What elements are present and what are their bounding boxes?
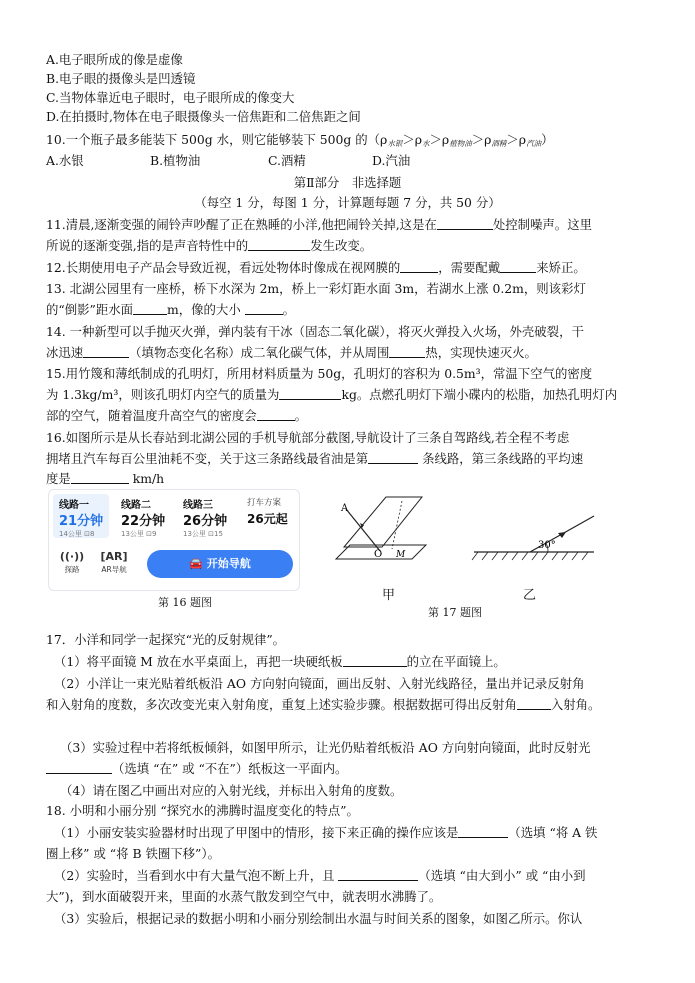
label-a: A: [341, 503, 349, 514]
option-a: A.水银: [46, 153, 84, 168]
figure-17-yi-diagram: [470, 508, 600, 562]
route-option-3[interactable]: 线路三 26分钟 13公里 ⊡15: [183, 500, 228, 538]
question-17-part2: （2）小洋让一束光贴着纸板沿 AO 方向射向镜面，画出反射、入射光线路径，量出并记录反射角: [54, 676, 585, 691]
question-17-part2-cont: 和入射角的度数，多次改变光束入射角度，重复上述实验步骤。根据数据可得出反射角 入射角。: [46, 697, 601, 712]
question-11: 11.清晨,逐渐变强的闹铃声吵醒了正在熟睡的小洋,他把闹铃关掉,这是在 处控制噪声。这里: [46, 217, 592, 232]
ar-nav-button[interactable]: [AR] AR导航: [97, 550, 131, 575]
question-18-part1: （1）小丽安装实验器材时出现了甲图中的情形，接下来正确的操作应该是 （选填 “将 A 铁: [54, 825, 598, 840]
question-18-part2: （2）实验时，当看到水中有大量气泡不断上升，且 （选填 “由大到小” 或 “由小到: [54, 868, 586, 883]
start-navigation-button[interactable]: 🚘 开始导航: [147, 550, 293, 578]
question-17-part1: （1）将平面镜 M 放在水平桌面上，再把一块硬纸板 的立在平面镜上。: [54, 654, 506, 669]
label-m: M: [396, 550, 406, 560]
navigation-screenshot: [48, 489, 300, 591]
question-18-part3: （3）实验后，根据记录的数据小明和小丽分别绘制出水温与时间关系的图象，如图乙所示。你认: [54, 911, 583, 926]
answer-blank[interactable]: [71, 471, 129, 484]
figure-17-caption: 第 17 题图: [428, 606, 482, 619]
question-17: 17．小洋和同学一起探究“光的反射规律”。: [46, 632, 286, 647]
answer-blank[interactable]: [133, 302, 167, 315]
answer-blank[interactable]: [257, 408, 295, 421]
question-10: 10.一个瓶子最多能装下 500g 水，则它能够装下 500g 的$(\rho_{水银}>\rho_水>\rho_{植物油}>\rho_{酒精}>\rho_{汽油})$: [46, 132, 554, 148]
taxi-option[interactable]: 打车方案 26元起: [247, 498, 288, 526]
normal-line: [392, 501, 402, 549]
question-12: 12.长期使用电子产品会导致近视，看远处物体时像成在视网膜的 ，需要配戴 来矫正。: [46, 260, 586, 275]
mirror-hatching: [472, 552, 588, 560]
figure-17-jia-diagram: [330, 493, 430, 573]
question-17-part3: （3）实验过程中若将纸板倾斜，如图甲所示，让光仍贴着纸板沿 AO 方向射向镜面，此时反射光: [60, 740, 591, 755]
route-option-1[interactable]: 线路一 21分钟 14公里 ⊡8: [53, 494, 109, 538]
answer-blank[interactable]: [83, 345, 129, 358]
route-option-2[interactable]: 线路二 22分钟 13公里 ⊡9: [121, 500, 166, 538]
explore-button[interactable]: ((·)) 探路: [55, 550, 89, 575]
question-17-part3-cont: （选填 “在” 或 “不在”）纸板这一平面内。: [46, 759, 347, 778]
question-14: 14. 一种新型可以手抛灭火弹，弹内装有干冰（固态二氧化碳），将灭火弹投入火场，外壳破裂，干: [46, 324, 584, 339]
angle-label: 30°: [538, 540, 556, 551]
option-a-line: A.电子眼所成的像是虚像: [46, 52, 183, 67]
question-18: 18. 小明和小丽分别 “探究水的沸腾时温度变化的特点”。: [46, 803, 359, 818]
option-b: B.植物油: [150, 153, 201, 168]
section-scoring-note: （每空 1 分，每图 1 分，计算题每题 7 分，共 50 分）: [194, 195, 501, 210]
option-d: D.汽油: [372, 153, 411, 168]
answer-blank[interactable]: [338, 868, 418, 881]
question-15-cont: 为 1.3kg/m³，则该孔明灯内空气的质量为 kg。点燃孔明灯下端小碟内的松脂，加热孔明灯内: [46, 387, 618, 402]
option-c: C.酒精: [268, 153, 306, 168]
signal-icon: ((·)): [59, 550, 85, 563]
answer-blank[interactable]: [517, 697, 551, 710]
question-15-cont2: 部的空气，随着温度升高空气的密度会 。: [46, 408, 308, 423]
question-18-part1-cont: 圈上移” 或 “将 B 铁圈下移”）。: [46, 846, 220, 861]
question-16-cont2: 度是 km/h: [46, 471, 165, 486]
figure-yi-label: 乙: [523, 588, 537, 603]
car-icon: 🚘: [189, 557, 207, 570]
question-18-part2-cont: 大”)，到水面破裂开来，里面的水蒸气散发到空气中，就表明水沸腾了。: [46, 889, 442, 904]
answer-blank[interactable]: [500, 260, 536, 273]
question-10-options: [46, 151, 410, 170]
answer-blank[interactable]: [245, 302, 283, 315]
figure-16-caption: 第 16 题图: [158, 596, 212, 609]
question-13-cont: 的“倒影”距水面 m，像的大小 。: [46, 302, 296, 317]
option-d-line: D.在拍摄时,物体在电子眼摄像头一倍焦距和二倍焦距之间: [46, 109, 361, 124]
answer-blank[interactable]: [368, 451, 418, 464]
question-16: 16.如图所示是从长春站到北湖公园的手机导航部分截图,导航设计了三条自驾路线,若全程不考虑: [46, 430, 570, 445]
paper-board: [344, 497, 422, 547]
question-13: 13. 北湖公园里有一座桥，桥下水深为 2m，桥上一彩灯距水面 3m，若湖水上涨 0.2m，则该彩灯: [46, 281, 586, 296]
question-17-part4: （4）请在图乙中画出对应的入射光线，并标出入射角的度数。: [60, 783, 403, 798]
answer-blank[interactable]: [248, 238, 310, 251]
figure-jia-label: 甲: [382, 588, 396, 603]
answer-blank[interactable]: [400, 260, 438, 273]
question-15: 15.用竹篾和薄纸制成的孔明灯，所用材料质量为 50g，孔明灯的容积为 0.5m³，常温下空气的密度: [46, 366, 593, 381]
answer-blank[interactable]: [458, 825, 508, 838]
question-14-cont: 冰迅速 （填物态变化名称）成二氧化碳气体，并从周围 热，实现快速灭火。: [46, 345, 537, 360]
answer-blank[interactable]: [279, 387, 341, 400]
answer-blank[interactable]: [389, 345, 425, 358]
question-16-cont: 拥堵且汽车每百公里油耗不变，关于这三条路线最省油是第 条线路，第三条线路的平均速: [46, 451, 584, 466]
option-b-line: B.电子眼的摄像头是凹透镜: [46, 71, 196, 86]
answer-blank[interactable]: [437, 217, 493, 230]
section-title: 第Ⅱ部分 非选择题: [293, 175, 402, 190]
answer-blank[interactable]: [46, 761, 112, 774]
question-11-cont: 所说的逐渐变强,指的是声音特性中的 发生改变。: [46, 238, 373, 253]
ar-icon: [AR]: [100, 550, 128, 563]
option-c-line: C.当物体靠近电子眼时，电子眼所成的像变大: [46, 90, 295, 105]
label-o: O: [374, 549, 383, 560]
answer-blank[interactable]: [343, 654, 407, 667]
